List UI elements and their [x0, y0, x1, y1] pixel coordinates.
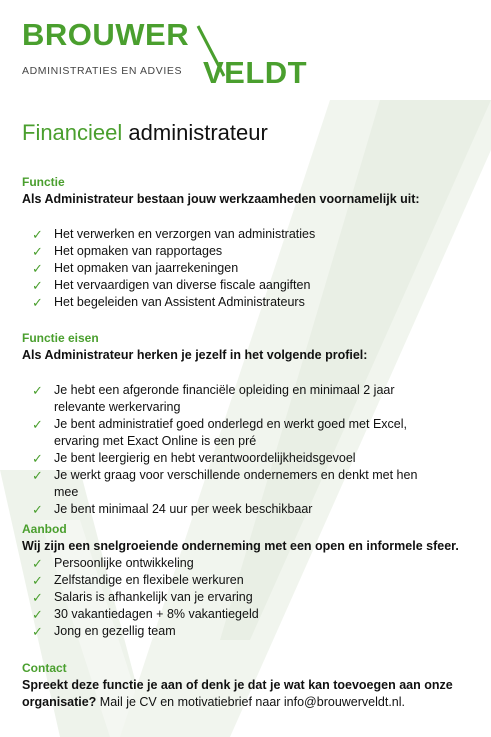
list-item: ✓ Je bent administratief goed onderlegd en werkt goed met Excel, ervaring met Exact Online is een pré: [32, 417, 407, 448]
list-item: ✓ Zelfstandige en flexibele werkuren: [32, 573, 244, 588]
list-item: ✓ Het vervaardigen van diverse fiscale aangiften: [32, 278, 311, 293]
logo-tagline: ADMINISTRATIES EN ADVIES: [22, 65, 183, 77]
section-intro: Wij zijn een snelgroeiende onderneming met een open en informele sfeer.: [22, 539, 459, 553]
check-icon: ✓: [32, 383, 43, 398]
logo-veldt: VELDT: [203, 55, 308, 90]
list-item: ✓ Het opmaken van rapportages: [32, 244, 223, 259]
check-icon: ✓: [32, 468, 43, 483]
check-icon: ✓: [32, 624, 43, 639]
list-item: ✓ Je bent leergierig en hebt verantwoordelijkheidsgevoel: [32, 451, 356, 466]
logo-brouwer: BROUWER: [22, 17, 190, 52]
check-icon: ✓: [32, 295, 43, 310]
eisen-list: [22, 382, 442, 518]
section-functie: [22, 174, 472, 311]
list-item: ✓ Je werkt graag voor verschillende ondernemers en denkt met hen mee: [32, 468, 418, 499]
check-icon: ✓: [32, 502, 43, 517]
list-item: ✓ 30 vakantiedagen + 8% vakantiegeld: [32, 607, 259, 622]
contact-text: [22, 677, 462, 711]
title-highlight: Financieel: [22, 120, 123, 145]
check-icon: ✓: [32, 607, 43, 622]
contact-mail-text: Mail je CV en motivatiebrief naar info@brouwerveldt.nl.: [96, 695, 405, 709]
functie-list: [22, 226, 472, 311]
list-item: ✓ Jong en gezellig team: [32, 624, 176, 639]
check-icon: ✓: [32, 227, 43, 242]
check-icon: ✓: [32, 261, 43, 276]
section-heading: Functie: [22, 175, 65, 189]
section-intro: Als Administrateur bestaan jouw werkzaamheden voornamelijk uit:: [22, 192, 420, 206]
check-icon: ✓: [32, 556, 43, 571]
section-aanbod: [22, 521, 472, 640]
title-rest: administrateur: [128, 120, 268, 145]
list-item: ✓ Je hebt een afgeronde financiële opleiding en minimaal 2 jaar relevante werkervaring: [32, 383, 395, 414]
section-functie-eisen: [22, 330, 472, 518]
section-heading: Contact: [22, 661, 67, 675]
section-heading: Functie eisen: [22, 331, 99, 345]
list-item: ✓ Het verwerken en verzorgen van administraties: [32, 227, 316, 242]
page-title: [22, 119, 268, 147]
check-icon: ✓: [32, 573, 43, 588]
check-icon: ✓: [32, 244, 43, 259]
list-item: ✓ Het begeleiden van Assistent Administrateurs: [32, 295, 305, 310]
aanbod-list: [22, 555, 472, 640]
check-icon: ✓: [32, 278, 43, 293]
list-item: ✓ Het opmaken van jaarrekeningen: [32, 261, 239, 276]
check-icon: ✓: [32, 451, 43, 466]
section-intro: Als Administrateur herken je jezelf in het volgende profiel:: [22, 348, 368, 362]
list-item: ✓ Salaris is afhankelijk van je ervaring: [32, 590, 253, 605]
section-contact: [22, 660, 462, 711]
check-icon: ✓: [32, 590, 43, 605]
company-logo: [22, 17, 312, 90]
check-icon: ✓: [32, 417, 43, 432]
contact-bold-text: Spreekt deze functie je aan of denk je dat je wat kan toevoegen aan onze organisatie?: [22, 678, 453, 709]
section-heading: Aanbod: [22, 522, 67, 536]
list-item: ✓ Persoonlijke ontwikkeling: [32, 556, 194, 571]
list-item: ✓ Je bent minimaal 24 uur per week beschikbaar: [32, 502, 313, 517]
